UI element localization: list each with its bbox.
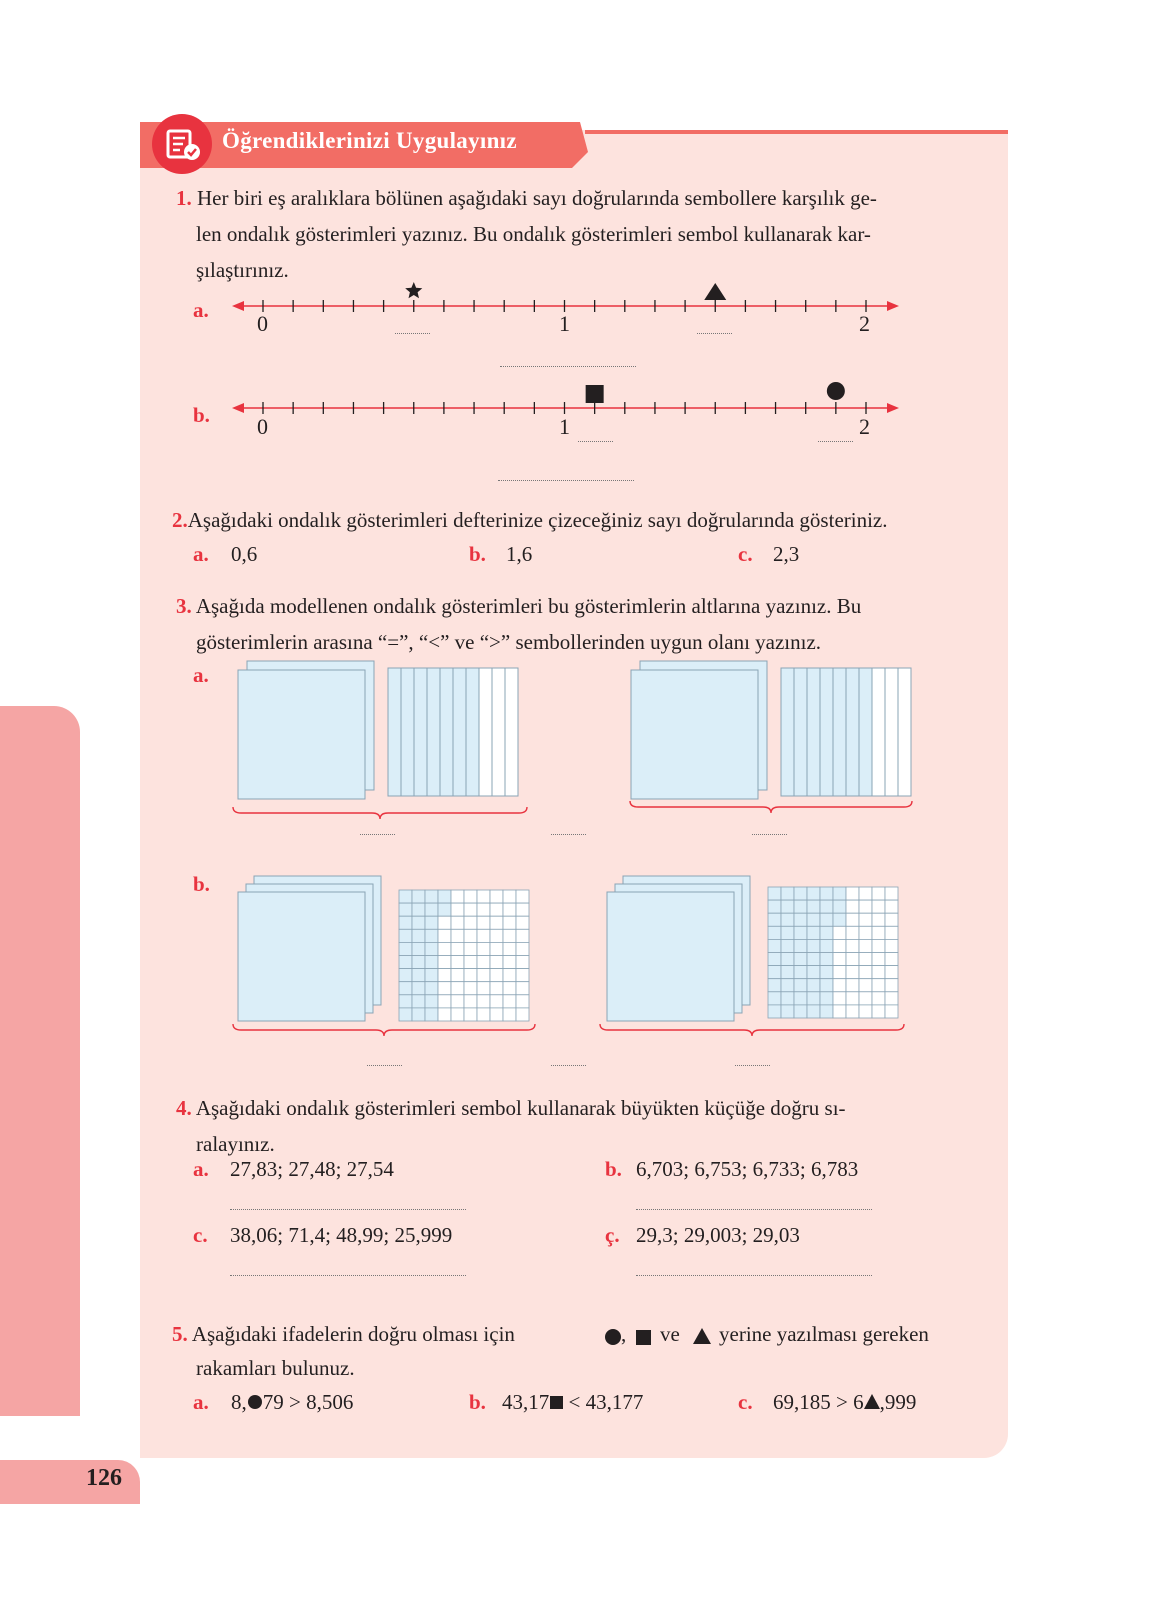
tick-label: 0 (257, 311, 268, 336)
hundredth-cell (807, 913, 820, 926)
q2-b-label: b. (469, 542, 486, 566)
hundredth-cell (464, 995, 477, 1008)
hundredth-cell (425, 995, 438, 1008)
tenth-strip (388, 668, 401, 796)
hundredth-cell (859, 1005, 872, 1018)
hundredth-cell (794, 979, 807, 992)
hundredth-cell (846, 939, 859, 952)
hundredth-cell (768, 979, 781, 992)
q2-a-value: 0,6 (231, 542, 258, 566)
hundredth-cell (833, 992, 846, 1005)
hundredth-cell (503, 956, 516, 969)
conjunction: ve (660, 1322, 680, 1346)
whole-square (607, 892, 734, 1021)
hundredth-cell (820, 992, 833, 1005)
hundredth-cell (451, 942, 464, 955)
tick-label: 2 (859, 414, 870, 439)
hundredth-cell (846, 900, 859, 913)
hundredth-cell (872, 913, 885, 926)
answer-blank[interactable] (551, 1065, 586, 1066)
hundredth-cell (885, 966, 898, 979)
hundredth-cell (781, 1005, 794, 1018)
hundredth-cell (846, 926, 859, 939)
hundredth-cell (833, 953, 846, 966)
hundredth-cell (872, 887, 885, 900)
tenth-strip (505, 668, 518, 796)
q5-a-label: a. (193, 1390, 209, 1414)
hundredth-cell (490, 1008, 503, 1021)
hundredth-cell (794, 992, 807, 1005)
hundredth-cell (794, 953, 807, 966)
tick-label: 0 (257, 414, 268, 439)
brace (233, 1024, 535, 1036)
hundredth-cell (399, 929, 412, 942)
hundredth-cell (503, 995, 516, 1008)
q2-c-value: 2,3 (773, 542, 800, 566)
question-1-number: 1. (176, 186, 192, 210)
q4-c-label: c. (193, 1223, 208, 1247)
page-number: 126 (86, 1465, 122, 1491)
hundredth-cell (859, 979, 872, 992)
hundredth-cell (464, 969, 477, 982)
triangle-icon (864, 1394, 880, 1409)
answer-blank[interactable] (636, 1275, 872, 1276)
tenth-strip (401, 668, 414, 796)
hundredth-cell (768, 992, 781, 1005)
hundredth-cell (872, 953, 885, 966)
hundredth-cell (781, 887, 794, 900)
hundredth-cell (438, 942, 451, 955)
hundredth-cell (503, 969, 516, 982)
question-5-line1: 5. Aşağıdaki ifadelerin doğru olması için (172, 1322, 515, 1346)
triangle-icon (693, 1328, 711, 1344)
hundredth-cell (451, 1008, 464, 1021)
whole-square (631, 670, 758, 799)
hundredth-cell (451, 903, 464, 916)
hundredth-cell (872, 926, 885, 939)
hundredth-cell (477, 890, 490, 903)
q4-a-value: 27,83; 27,48; 27,54 (230, 1157, 394, 1181)
hundredth-cell (872, 1005, 885, 1018)
hundredth-cell (794, 966, 807, 979)
hundredth-cell (425, 929, 438, 942)
hundredth-cell (516, 903, 529, 916)
tenth-strip (440, 668, 453, 796)
hundredth-cell (794, 926, 807, 939)
tenth-strip (427, 668, 440, 796)
hundredth-cell (516, 982, 529, 995)
answer-blank[interactable] (636, 1209, 872, 1210)
hundredth-cell (846, 913, 859, 926)
question-4-text: 4. Aşağıdaki ondalık gösterimleri sembol kullanarak büyükten küçüğe doğru sı- ralayınız. (176, 1096, 846, 1156)
q3-a-label: a. (193, 663, 209, 687)
q5-b-label: b. (469, 1390, 486, 1414)
hundredth-cell (490, 942, 503, 955)
hundredth-cell (503, 916, 516, 929)
hundredth-cell (516, 942, 529, 955)
hundredth-cell (885, 953, 898, 966)
hundredth-cell (833, 979, 846, 992)
q4-cc-label: ç. (605, 1223, 620, 1247)
hundredth-cell (477, 903, 490, 916)
q5-c-label: c. (738, 1390, 753, 1414)
hundredth-cell (516, 969, 529, 982)
hundredth-cell (885, 900, 898, 913)
answer-blank[interactable] (230, 1209, 466, 1210)
hundredth-cell (833, 926, 846, 939)
hundredth-cell (516, 890, 529, 903)
hundredth-cell (438, 995, 451, 1008)
hundredth-cell (768, 1005, 781, 1018)
hundredth-cell (781, 913, 794, 926)
hundredth-cell (820, 887, 833, 900)
hundredth-cell (859, 913, 872, 926)
hundredth-cell (399, 956, 412, 969)
hundredth-cell (807, 939, 820, 952)
hundredth-cell (412, 969, 425, 982)
hundredth-cell (781, 966, 794, 979)
hundredth-cell (846, 992, 859, 1005)
hundredth-cell (451, 916, 464, 929)
hundredth-cell (464, 956, 477, 969)
hundredth-cell (794, 913, 807, 926)
hundredth-cell (859, 966, 872, 979)
answer-blank[interactable] (752, 834, 787, 835)
hundredth-cell (477, 969, 490, 982)
hundredth-cell (490, 956, 503, 969)
hundredth-cell (872, 992, 885, 1005)
hundredth-cell (859, 953, 872, 966)
q4-b-label: b. (605, 1157, 622, 1181)
q4-a-label: a. (193, 1157, 209, 1181)
hundredth-cell (503, 942, 516, 955)
hundredth-cell (438, 916, 451, 929)
hundredth-cell (412, 890, 425, 903)
q4-c-value: 38,06; 71,4; 48,99; 25,999 (230, 1223, 453, 1247)
hundredth-cell (794, 939, 807, 952)
hundredth-cell (859, 939, 872, 952)
hundredth-cell (438, 903, 451, 916)
hundredth-cell (451, 956, 464, 969)
question-5-number: 5. (172, 1322, 188, 1346)
hundredth-cell (885, 979, 898, 992)
hundredth-cell (516, 956, 529, 969)
question-1-text: 1. Her biri eş aralıklara bölünen aşağıdaki sayı doğrularında sembollere karşılık ge- len ondalık gösterimleri yazınız. Bu ondalık gösterimleri sembol kullanarak kar- şılaştırınız. (176, 186, 877, 282)
tick-label: 1 (559, 311, 570, 336)
hundredth-cell (781, 900, 794, 913)
hundredth-cell (820, 913, 833, 926)
hundredth-cell (807, 887, 820, 900)
hundredth-cell (425, 969, 438, 982)
hundredth-cell (477, 956, 490, 969)
hundredth-cell (425, 916, 438, 929)
hundredth-cell (425, 942, 438, 955)
hundredth-cell (399, 1008, 412, 1021)
question-5-line2: rakamları bulunuz. (196, 1356, 355, 1380)
square-icon (550, 1396, 563, 1409)
hundredth-cell (503, 982, 516, 995)
q5-c-expression: 69,185 > 6 ,999 (773, 1390, 917, 1414)
hundredth-cell (399, 942, 412, 955)
hundredth-cell (490, 969, 503, 982)
hundredth-cell (781, 939, 794, 952)
tick-label: 2 (859, 311, 870, 336)
hundredth-cell (490, 890, 503, 903)
tenth-strip (781, 668, 794, 796)
brace (233, 807, 527, 819)
hundredth-cell (438, 956, 451, 969)
tenth-strip (846, 668, 859, 796)
hundredth-cell (846, 966, 859, 979)
hundredth-cell (412, 982, 425, 995)
hundredth-cell (451, 969, 464, 982)
q2-b-value: 1,6 (506, 542, 533, 566)
section-title: Öğrendiklerinizi Uygulayınız (222, 128, 517, 153)
hundredth-cell (516, 929, 529, 942)
hundredth-cell (399, 890, 412, 903)
tenth-strip (833, 668, 846, 796)
answer-blank[interactable] (230, 1275, 466, 1276)
q4-cc-value: 29,3; 29,003; 29,03 (636, 1223, 800, 1247)
hundredth-cell (516, 916, 529, 929)
hundredth-cell (872, 939, 885, 952)
hundredth-cell (833, 1005, 846, 1018)
hundredth-cell (451, 929, 464, 942)
hundredth-cell (503, 903, 516, 916)
hundredth-cell (781, 979, 794, 992)
hundredth-cell (768, 966, 781, 979)
hundredth-cell (781, 953, 794, 966)
hundredth-cell (412, 942, 425, 955)
hundredth-cell (477, 995, 490, 1008)
hundredth-cell (451, 890, 464, 903)
question-3-text: 3. Aşağıda modellenen ondalık gösterimleri bu gösterimlerin altlarına yazınız. Bu gösterimlerin arasına “=”, “<” ve “>” sembollerinden uygun olanı yazınız. (176, 594, 862, 654)
hundredth-cell (807, 979, 820, 992)
hundredth-cell (412, 1008, 425, 1021)
circle-icon (248, 1395, 262, 1409)
hundredth-cell (859, 887, 872, 900)
q5-a-expression: 8, 79 > 8,506 (231, 1390, 354, 1414)
tenth-strip (466, 668, 479, 796)
hundredth-cell (768, 900, 781, 913)
hundredth-cell (490, 903, 503, 916)
hundredth-cell (477, 942, 490, 955)
hundredth-cell (885, 992, 898, 1005)
tenth-strip (479, 668, 492, 796)
hundredth-cell (885, 887, 898, 900)
hundredth-cell (859, 926, 872, 939)
hundredth-cell (807, 953, 820, 966)
hundredth-cell (859, 992, 872, 1005)
tenth-strip (807, 668, 820, 796)
tenth-strip (820, 668, 833, 796)
tenth-strip (898, 668, 911, 796)
hundredth-cell (425, 956, 438, 969)
hundredth-cell (399, 903, 412, 916)
hundredth-cell (503, 890, 516, 903)
whole-square (238, 670, 365, 799)
tenth-strip (885, 668, 898, 796)
hundredth-cell (464, 1008, 477, 1021)
q2-a-label: a. (193, 542, 209, 566)
hundredth-cell (885, 913, 898, 926)
hundredth-cell (820, 1005, 833, 1018)
hundredth-cell (516, 1008, 529, 1021)
q3-b-label: b. (193, 872, 210, 896)
hundredth-cell (807, 992, 820, 1005)
hundredth-cell (412, 916, 425, 929)
hundredth-cell (885, 1005, 898, 1018)
tenth-strip (492, 668, 505, 796)
hundredth-cell (794, 900, 807, 913)
q4-b-value: 6,703; 6,753; 6,733; 6,783 (636, 1157, 859, 1181)
hundredth-cell (464, 982, 477, 995)
hundredth-cell (820, 926, 833, 939)
hundredth-cell (872, 979, 885, 992)
hundredth-cell (820, 966, 833, 979)
hundredth-cell (768, 913, 781, 926)
hundredth-cell (477, 916, 490, 929)
brace (630, 801, 912, 813)
hundredth-cell (464, 890, 477, 903)
hundredth-cell (464, 916, 477, 929)
hundredth-cell (412, 956, 425, 969)
hundredth-cell (412, 929, 425, 942)
hundredth-cell (833, 900, 846, 913)
q1-a-label: a. (193, 298, 209, 322)
hundredth-cell (516, 995, 529, 1008)
hundredth-cell (464, 903, 477, 916)
hundredth-cell (438, 1008, 451, 1021)
answer-blank[interactable] (367, 1065, 402, 1066)
answer-blank[interactable] (551, 834, 586, 835)
tenth-strip (414, 668, 427, 796)
hundredth-cell (872, 966, 885, 979)
tenth-strip (794, 668, 807, 796)
hundredth-cell (768, 887, 781, 900)
hundredth-cell (451, 982, 464, 995)
hundredth-cell (781, 926, 794, 939)
tenth-strip (453, 668, 466, 796)
hundredth-cell (425, 890, 438, 903)
brace (600, 1024, 904, 1036)
hundredth-cell (885, 939, 898, 952)
tenth-strip (872, 668, 885, 796)
hundredth-cell (503, 929, 516, 942)
answer-blank[interactable] (360, 834, 395, 835)
hundredth-cell (451, 995, 464, 1008)
hundredth-cell (425, 1008, 438, 1021)
hundredth-cell (490, 929, 503, 942)
whole-square (238, 892, 365, 1021)
question-4-number: 4. (176, 1096, 192, 1120)
hundredth-cell (781, 992, 794, 1005)
hundredth-cell (399, 969, 412, 982)
hundredth-cell (438, 969, 451, 982)
question-5-line1-end: yerine yazılması gereken (719, 1322, 929, 1346)
hundredth-cell (872, 900, 885, 913)
hundredth-cell (807, 966, 820, 979)
hundredth-cell (477, 1008, 490, 1021)
hundredth-cell (464, 929, 477, 942)
hundredth-cell (490, 916, 503, 929)
q2-c-label: c. (738, 542, 753, 566)
hundredth-cell (820, 900, 833, 913)
hundredth-cell (807, 1005, 820, 1018)
hundredth-cell (490, 995, 503, 1008)
hundredth-cell (412, 995, 425, 1008)
hundredth-cell (503, 1008, 516, 1021)
question-2-text: 2.Aşağıdaki ondalık gösterimleri defterinize çizeceğiniz sayı doğrularında gösteriniz. (172, 508, 888, 532)
hundredth-cell (425, 982, 438, 995)
hundredth-cell (438, 890, 451, 903)
answer-blank[interactable] (735, 1065, 770, 1066)
question-3-number: 3. (176, 594, 192, 618)
hundredth-cell (833, 939, 846, 952)
hundredth-cell (833, 887, 846, 900)
hundredth-cell (820, 979, 833, 992)
hundredth-cell (833, 913, 846, 926)
hundredth-cell (807, 926, 820, 939)
hundredth-cell (833, 966, 846, 979)
square-icon (636, 1330, 651, 1345)
q1-b-label: b. (193, 403, 210, 427)
hundredth-cell (477, 929, 490, 942)
hundredth-cell (490, 982, 503, 995)
hundredth-cell (859, 900, 872, 913)
q5-b-expression: 43,17 < 43,177 (502, 1390, 644, 1414)
comma: , (621, 1322, 627, 1346)
hundredth-cell (477, 982, 490, 995)
hundredth-cell (846, 979, 859, 992)
tenth-strip (859, 668, 872, 796)
hundredth-cell (768, 926, 781, 939)
hundredth-cell (846, 1005, 859, 1018)
hundredth-cell (807, 900, 820, 913)
hundredth-cell (794, 1005, 807, 1018)
hundredth-cell (768, 939, 781, 952)
hundredth-cell (399, 916, 412, 929)
hundredth-cell (820, 953, 833, 966)
hundredth-cell (464, 942, 477, 955)
hundredth-cell (820, 939, 833, 952)
circle-icon (605, 1329, 621, 1345)
question-2-number: 2. (172, 508, 188, 532)
hundredth-cell (412, 903, 425, 916)
hundredth-cell (846, 887, 859, 900)
hundredth-cell (768, 953, 781, 966)
hundredth-cell (794, 887, 807, 900)
hundredth-cell (438, 929, 451, 942)
tick-label: 1 (559, 414, 570, 439)
hundredth-cell (438, 982, 451, 995)
hundredth-cell (425, 903, 438, 916)
hundredth-cell (846, 953, 859, 966)
hundredth-cell (399, 995, 412, 1008)
hundredth-cell (885, 926, 898, 939)
hundredth-cell (399, 982, 412, 995)
